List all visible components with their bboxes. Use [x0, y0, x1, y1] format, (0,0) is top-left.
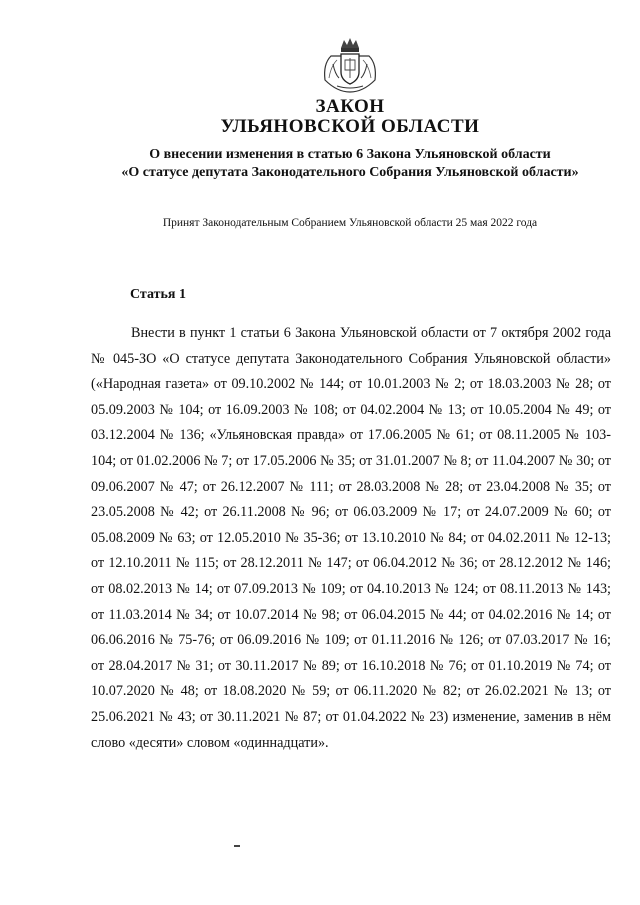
law-title: ЗАКОН [315, 96, 385, 117]
article-heading: Статья 1 [130, 287, 186, 302]
article-text: Внести в пункт 1 статьи 6 Закона Ульяновской области от 7 октября 2002 года № 045-ЗО «О статусе депутата Законодательного Собрания Ульяновской области» («Народная газета» от 09.10.2002 № 144; от 10.01.2003 № 2; от 18.03.2003 № 28; от 05.09.2003 № 104; от 16.09.2003 № 108; от 04.02.2004 № 13; от 10.05.2004 № 49; от 03.12.2004 № 136; «Ульяновская правда» от 17.06.2005 № 61; от 08.11.2005 № 103-104; от 01.02.2006 № 7; от 17.05.2006 № 35; от 31.01.2007 № 8; от 11.04.2007 № 30; от 09.06.2007 № 47; от 26.12.2007 № 111; от 28.03.2008 № 28; от 23.04.2008 № 35; от 23.05.2008 № 42; от 26.11.2008 № 96; от 06.03.2009 № 17; от 24.07.2009 № 60; от 05.08.2009 № 63; от 12.05.2010 № 35-36; от 13.10.2010 № 84; от 04.02.2011 № 12-13; от 12.10.2011 № 115; от 28.12.2011 № 147; от 06.04.2012 № 36; от 28.12.2012 № 146; от 08.02.2013 № 14; от 07.09.2013 № 109; от 04.10.2013 № 124; от 08.11.2013 № 143; от 11.03.2014 № 34; от 10.07.2014 № 98; от 06.04.2015 № 44; от 04.02.2016 № 14; от 06.06.2016 № 75-76; от 06.09.2016 № 109; от 01.11.2016 № 126; от 07.03.2017 № 16; от 28.04.2017 № 31; от 30.11.2017 № 89; от 16.10.2018 № 76; от 01.10.2019 № 74; от 10.07.2020 № 48; от 18.08.2020 № 59; от 06.11.2020 № 82; от 26.02.2021 № 13; от 25.06.2021 № 43; от 30.11.2021 № 87; от 01.04.2022 № 23) изменение, заменив в нём слово «десяти» словом «одиннадцати». [91, 325, 611, 751]
law-region: УЛЬЯНОВСКОЙ ОБЛАСТИ [220, 116, 480, 137]
adoption-note: Принят Законодательным Собранием Ульяновской области 25 мая 2022 года [162, 217, 538, 229]
law-subject-line-2: «О статусе депутата Законодательного Собрания Ульяновской области» [121, 165, 579, 180]
page-mark [234, 845, 240, 847]
law-subject-line-1: О внесении изменения в статью 6 Закона Ульяновской области [149, 147, 551, 162]
coat-of-arms-icon [319, 34, 381, 96]
